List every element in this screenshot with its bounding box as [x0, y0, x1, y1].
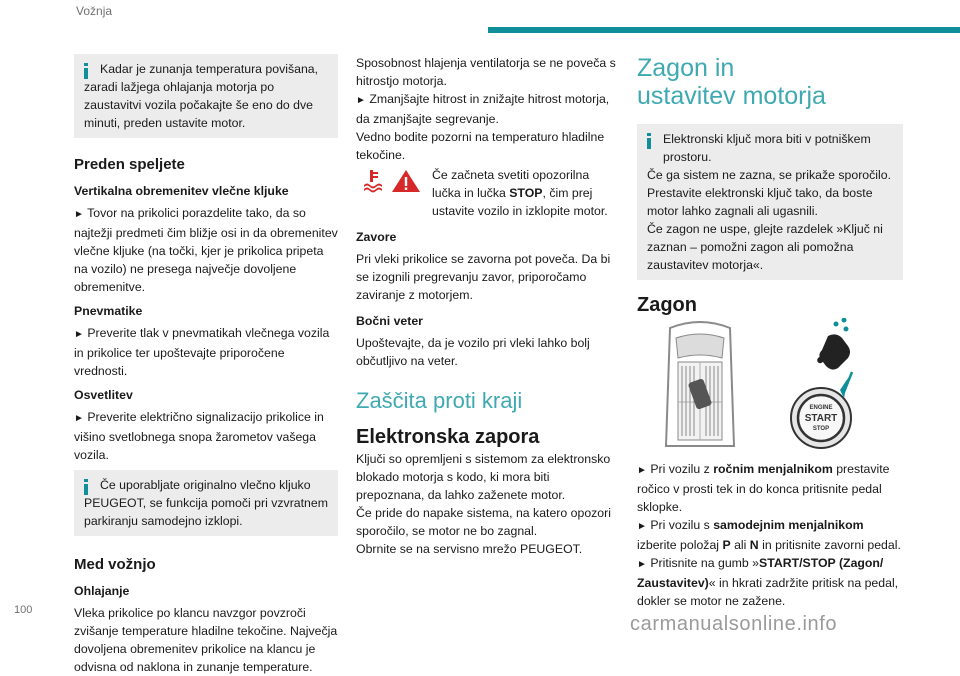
svg-text:ENGINE: ENGINE — [809, 405, 833, 411]
paragraph-pnevmatike: ► Preverite tlak v pnevmatikah vlečnega vozila in prikolice ter upoštevajte priporočene vrednosti. — [74, 326, 330, 378]
paragraph-pozorni: Vedno bodite pozorni na temperaturo hladilne tekočine. — [356, 130, 605, 162]
arrow-icon: ► — [637, 521, 647, 532]
heading-preden-speljete: Preden speljete — [74, 156, 185, 173]
info-text-c: Prestavite elektronski ključ tako, da boste motor lahko zagnali ali ugasnili. — [647, 186, 873, 218]
warning-lights-icon — [362, 168, 422, 194]
section-label: Vožnja — [76, 4, 113, 18]
arrow-icon: ► — [74, 329, 84, 340]
column-1 — [74, 54, 338, 676]
info-box-peugeot — [74, 470, 338, 536]
paragraph-vertikalna: ► Tovor na prikolici porazdelite tako, da so najtežji predmeti čim bližje osi in da obremenitev vlečne kljuke (na točki, kjer je prikolica pripeta na vozilo) ne presega največje dovoljene obremenitve. — [74, 206, 338, 294]
info-text-a: Elektronski ključ mora biti v potniškem prostoru. — [663, 132, 871, 164]
paragraph-ohlajanje: Vleka prikolice po klancu navzgor povzroči zvišanje temperature hladilne tekočine. Največja dovoljena obremenitev prikolice na klancu je odvisna od naklona in zunanje temperature. — [74, 606, 338, 674]
paragraph-bocni-veter: Upoštevajte, da je vozilo pri vleki lahko bolj občutljivo na veter. — [356, 336, 590, 368]
watermark: carmanualsonline.info — [630, 613, 838, 635]
heading-zavore: Zavore — [356, 230, 397, 244]
svg-text:STOP: STOP — [812, 426, 830, 432]
arrow-icon: ► — [356, 95, 366, 106]
warning-text: Če začneta svetiti opozorilna lučka in lučka STOP, čim prej ustavite vozilo in izklopite motor. — [432, 168, 608, 218]
column-3 — [637, 54, 903, 314]
header-accent-bar — [488, 27, 960, 33]
paragraph-elektronska-3: Obrnite se na servisno mrežo PEUGEOT. — [356, 542, 583, 556]
info-icon — [647, 133, 651, 149]
info-text-d: Če zagon ne uspe, glejte razdelek »Ključ ni zaznan – pomožni zagon ali pomožna zaustavitev motorja«. — [647, 222, 883, 272]
hand-press-icon — [816, 318, 850, 370]
heading-ohlajanje: Ohlajanje — [74, 584, 130, 598]
heading-zagon: Zagon — [637, 294, 697, 316]
paragraph-zmanjsajte: ► Zmanjšajte hitrost in znižajte hitrost motorja, da zmanjšajte segrevanje. — [356, 92, 610, 126]
info-icon — [84, 479, 88, 495]
heading-zagon-ustavitev: Zagon in ustavitev motorja — [637, 54, 826, 110]
heading-pnevmatike: Pnevmatike — [74, 304, 143, 318]
paragraph-elektronska-2: Če pride do napake sistema, na katero opozori sporočilo, se motor ne bo zagnal. — [356, 506, 611, 538]
svg-text:START: START — [804, 413, 838, 424]
arrow-icon: ► — [637, 465, 647, 476]
info-text: Kadar je zunanja temperatura povišana, zaradi lažjega ohlajanja motorja po zaustavitvi vozila počakajte še eno do dve minuti, preden ustavite motor. — [84, 62, 319, 130]
info-box-kljuc — [637, 124, 903, 280]
page-number: 100 — [14, 604, 33, 616]
arrow-icon: ► — [74, 209, 84, 220]
column-3-steps — [637, 460, 903, 610]
paragraph-zavore: Pri vleki prikolice se zavorna pot poveča. Da bi se izognili pregrevanju zavor, priporočamo zaviranje z motorjem. — [356, 252, 611, 302]
paragraph-ventilator: Sposobnost hlajenja ventilatorja se ne poveča s hitrostjo motorja. — [356, 56, 616, 88]
heading-elektronska-zapora: Elektronska zapora — [356, 426, 540, 448]
car-top-view-icon — [666, 322, 734, 446]
column-2 — [356, 54, 620, 558]
heading-zascita: Zaščita proti kraji — [356, 388, 523, 413]
step-press-button: ► Pritisnite na gumb »START/STOP (Zagon/ Zaustavitev)« in hkrati zadržite pritisk na pedal, dokler se motor ne zažene. — [637, 556, 899, 608]
info-box-temperature — [74, 54, 338, 138]
heading-osvetlitev: Osvetlitev — [74, 388, 133, 402]
step-manual: ► Pri vozilu z ročnim menjalnikom prestavite ročico v prosti tek in do konca pritisnite pedal sklopke. — [637, 462, 890, 514]
arrow-icon: ► — [637, 559, 647, 570]
info-icon — [84, 63, 88, 79]
heading-vertikalna: Vertikalna obremenitev vlečne kljuke — [74, 184, 289, 198]
info-text-b: Če ga sistem ne zazna, se prikaže sporočilo. — [647, 168, 892, 182]
start-stop-button-icon — [791, 372, 852, 448]
arrow-icon: ► — [74, 413, 84, 424]
warning-row — [356, 166, 620, 220]
info-text: Če uporabljate originalno vlečno kljuko PEUGEOT, se funkcija pomoči pri vzvratnem parkiranju samodejno izklopi. — [84, 478, 328, 528]
heading-bocni-veter: Bočni veter — [356, 314, 423, 328]
start-illustration — [656, 318, 886, 450]
paragraph-elektronska-1: Ključi so opremljeni s sistemom za elektronsko blokado motorja s kodo, ki mora biti prepoznana, da lahko zaženete motor. — [356, 452, 611, 502]
paragraph-osvetlitev: ► Preverite električno signalizacijo prikolice in višino svetlobnega snopa žarometov vašega vozila. — [74, 410, 324, 462]
step-automatic: ► Pri vozilu s samodejnim menjalnikom izberite položaj P ali N in pritisnite zavorni pedal. — [637, 518, 901, 552]
heading-med-voznjo: Med vožnjo — [74, 556, 156, 573]
